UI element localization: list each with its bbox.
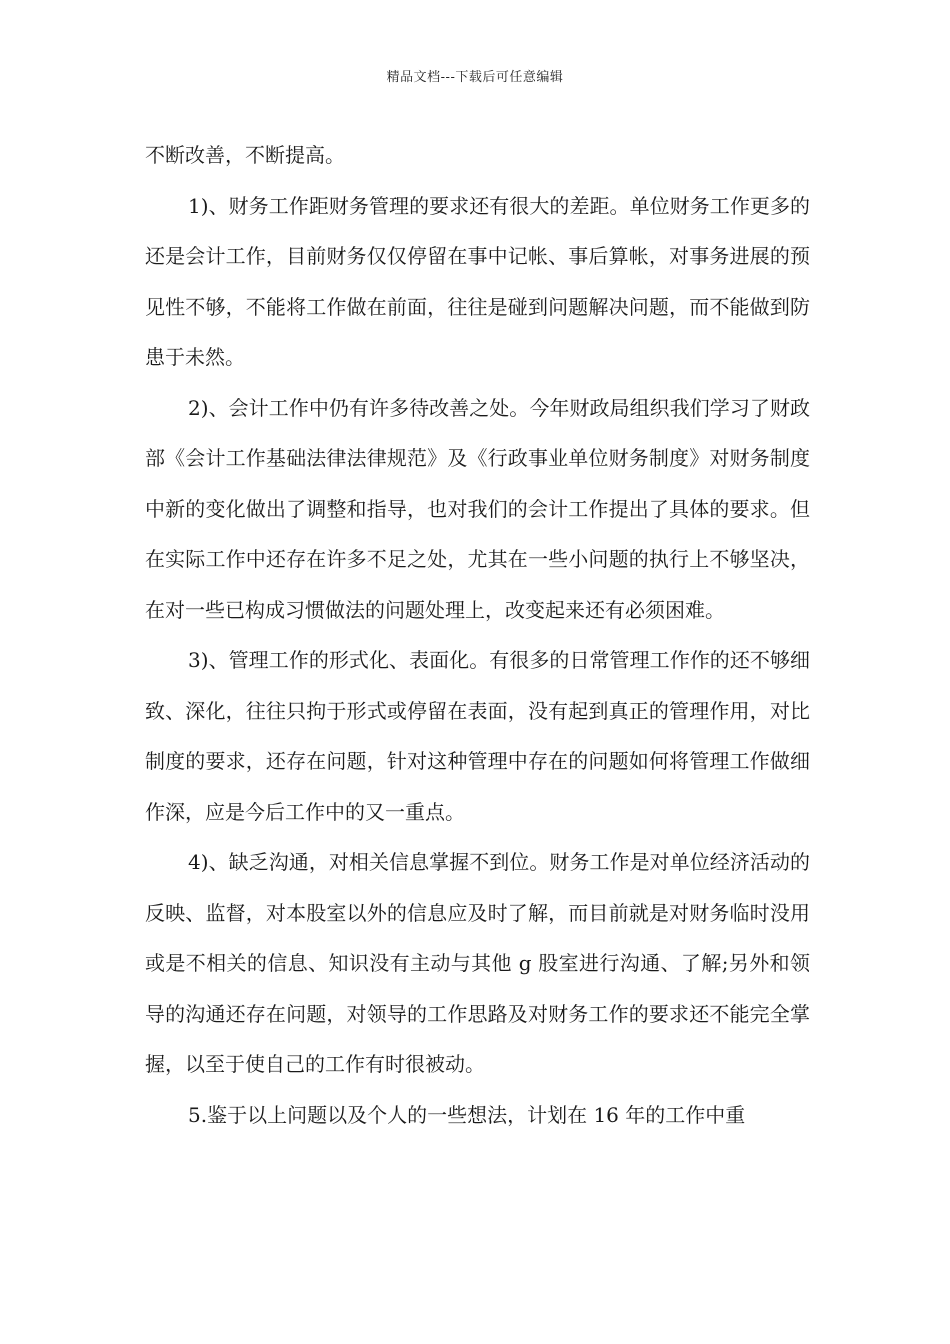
paragraph-item-3: 3)、管理工作的形式化、表面化。有很多的日常管理工作作的还不够细致、深化，往往只拘于形式或停留在表面，没有起到真正的管理作用，对比制度的要求，还存在问题，针对这种管理中存在的问题如何将管理工作做细作深，应是今后工作中的又一重点。: [145, 648, 810, 824]
paragraph-item-2: 2)、会计工作中仍有许多待改善之处。今年财政局组织我们学习了财政部《会计工作基础法律法律规范》及《行政事业单位财务制度》对财务制度中新的变化做出了调整和指导，也对我们的会计工作提出了具体的要求。但在实际工作中还存在许多不足之处，尤其在一些小问题的执行上不够坚决，在对一些已构成习惯做法的问题处理上，改变起来还有必须困难。: [145, 395, 810, 622]
paragraph-item-5: 5.鉴于以上问题以及个人的一些想法，计划在 16 年的工作中重: [188, 1102, 746, 1127]
paragraph-item-4: 4)、缺乏沟通，对相关信息掌握不到位。财务工作是对单位经济活动的反映、监督，对本股室以外的信息应及时了解，而目前就是对财务临时没用或是不相关的信息、知识没有主动与其他 g 股室进行沟通、了解;另外和领导的沟通还存在问题，对领导的工作思路及对财务工作的要求还不能完全掌握，以至于使自己的工作有时很被动。: [145, 850, 810, 1076]
document-body: [145, 130, 810, 1140]
paragraph-continuation: 不断改善，不断提高。: [145, 143, 345, 167]
page-header: 精品文档---下载后可任意编辑: [386, 70, 564, 85]
paragraph-item-1: 1)、财务工作距财务管理的要求还有很大的差距。单位财务工作更多的还是会计工作，目前财务仅仅停留在事中记帐、事后算帐，对事务进展的预见性不够，不能将工作做在前面，往往是碰到问题解决问题，而不能做到防患于未然。: [145, 193, 810, 369]
